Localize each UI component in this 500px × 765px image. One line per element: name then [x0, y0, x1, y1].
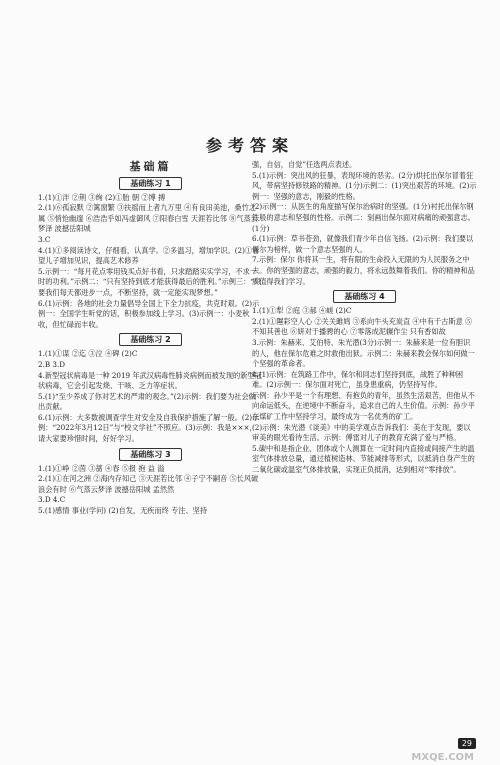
page-number: 29: [458, 738, 476, 749]
answer-paragraph: 1.(1)①犁 ②庭 ③郝 ④嵯 (2)C: [252, 306, 352, 316]
answer-paragraph: 5.(1)“至少养成了你对艺术的严肃的观念。”(2)示例：我们要为社会做出贡献。: [38, 391, 256, 412]
answer-paragraph: 1.(1)①谋 ②迄 ③泣 ④碑 (2)C: [38, 349, 138, 359]
page-title: 参考答案: [205, 136, 294, 155]
exercise-subheading-label: 基础练习 1: [119, 177, 181, 190]
answer-paragraph: 5.(1)示例：突出风的狂暴，表现环境的恶劣。(2分)烘托出保尔冒着狂风，带病坚持修铁路的精神。(1分)示例二：(1)突出艰苦的环境。(2)示例一：坚强的意志，刚毅的性格。: [252, 170, 477, 201]
exercise-subheading-label: 基础练习 3: [119, 448, 181, 461]
answer-paragraph: 3.示例：朱赫来、艾伯特、朱光潜(3分)示例一：朱赫来是一位有胆识的人，他在保尔危难之时救他出狱。示例二：朱赫来教会保尔如何做一个坚强的革命者。: [252, 337, 475, 369]
answer-paragraph: 7.示例：保尔 你将其一生，将有限的生命投入无限的为人民服务之中去。你的坚强的意志，顽强的毅力，将永远鼓舞着我们。你的精神和品质值得我们学习。: [252, 255, 475, 286]
answer-paragraph: 3.C: [38, 234, 51, 244]
answer-paragraph: 5.示例一：“每月花点零用钱买点好书看，只求踏踏实实学习，不求一时的功利。”示例二：“只有坚持到底才能获得最后的胜利。”示例三：“只要我们每天都进步一点，不断坚持，就一定能实现梦想。”: [38, 266, 262, 297]
answer-paragraph: 4.(1)示例：在筑路工作中，保尔和同志们坚持到底，战胜了种种困难。(2)示例一：保尔面对死亡，虽身患重病，仍坚持写作。: [252, 369, 464, 390]
exercise-subheading-label: 基础练习 4: [333, 290, 395, 303]
left-column-content: [38, 177, 263, 517]
answer-paragraph: 5.碳中和是指企业、团体或个人测算在一定时间内直接或间接产生的温室气体排放总量，通过植树造林、节能减排等形式，以抵消自身产生的二氧化碳或温室气体排放量，实现正负抵消，达到相对“零排放”。: [252, 443, 475, 475]
exercise-subheading: [38, 333, 263, 346]
right-column: [252, 160, 477, 476]
answer-paragraph: 4.新型冠状病毒是一种 2019 年武汉病毒性肺炎病例而被发现的新型冠状病毒，它会引起发烧、干咳、乏力等症状。: [38, 370, 262, 391]
right-column-content: [252, 160, 477, 476]
answer-paragraph: 3.D 4.C: [38, 495, 66, 505]
answer-paragraph: 5.(1)感情 事业(学问) (2)自发，无疾而终 专注、坚持: [38, 506, 208, 516]
answer-paragraph: (2)示例一：从医生的角度描写保尔治病时的坚强。(1分)衬托出保尔钢铁般的意志和坚强的性格。示例二：刻画出保尔面对病痛的顽强意志。(1分): [252, 202, 475, 233]
answer-paragraph: 1.(1)①峥 ②茵 ③蔷 ④春 ⑤报 抱 益 溢: [38, 463, 165, 473]
answer-paragraph: 2.(1)⑥孤寂默 ②篱窗繁 ③扶摇而上者九万里 ④有良田美池，桑竹之属 ⑤悄怆幽邃 ⑥浩浩乎如冯虚御风 ⑦阳春白雪 天涯若比邻 ⑧气蒸云梦泽 波撼岳阳城: [38, 203, 258, 234]
answer-paragraph: 4.(1)①多阅读诗文，仔细看，认真学。②多温习，增加学识。(2)①看望儿子增加见识，提高艺术修养: [38, 245, 260, 266]
answer-paragraph: 6.(1)示例：草书苍劲，就像我们青少年自信飞扬。(2)示例：我们要以保尔为榜样，做一个意志坚强的人。: [252, 234, 474, 254]
left-column: [38, 160, 263, 517]
exercise-subheading: [38, 177, 263, 190]
answer-paragraph: 6.(1)示例：各地的社会力量倡导全国上下全力抗疫，共克时艰。(2)示例一：全国学生听党的话，积极参加线上学习。(3)示例一：小麦秋收，但忙碌而丰收。: [38, 298, 260, 329]
watermark-text: MXQE.COM: [411, 752, 474, 763]
exercise-subheading: [252, 290, 477, 303]
answer-paragraph: 2.B 3.D: [38, 359, 66, 369]
section-heading: 基础篇: [129, 160, 172, 173]
answer-paragraph: 6.(1)示例：大多数被调查学生对安全及自我保护措施了解一般。(2)示例：“2022年3月12日”与“校文学社”不照应。(3)示例：我是×××，请大家要珍惜时间，好好学习。: [38, 412, 260, 444]
answer-paragraph: 示例：孙少平是一个有理想、有抱负的青年，虽然生活艰苦，但他从不向命运低头，在逆境中不断奋斗，追求自己的人生价值。示例：孙少平在煤矿工作中坚持学习，最终成为一名优秀的矿工。: [252, 390, 475, 422]
exercise-subheading: [38, 448, 263, 461]
answer-paragraph: 1.(1)①泮 ②荆 ③绚 (2)①胎 朝 ②博 搏: [38, 192, 166, 202]
answer-paragraph: 2.(1)①在河之洲 ②海内存知己 ③天涯若比邻 ④子宁不嗣音 ⑤长风破浪会有时 ⑥气蒸云梦泽 波撼岳阳城 孟然然: [38, 474, 259, 494]
exercise-subheading-label: 基础练习 2: [119, 333, 181, 346]
answer-paragraph: 强，自信，自觉”任选两点表述。: [252, 160, 357, 169]
answer-paragraph: 2.(1)①隰彩空人心 ②关关雎鸠 ③系向牛头充炭直 ④中有千古斯意 ⑤不知其善也 ⑥妍对于播骋的心 ⑦零落成泥辗作尘 只有香如故: [252, 316, 473, 337]
answer-paragraph: (2)示例：朱光潜《谈美》中的美学观点告诉我们：美在于发现，要以审美的眼光看待生活。示例：傅雷对儿子的教育充满了爱与严格。: [252, 422, 471, 443]
